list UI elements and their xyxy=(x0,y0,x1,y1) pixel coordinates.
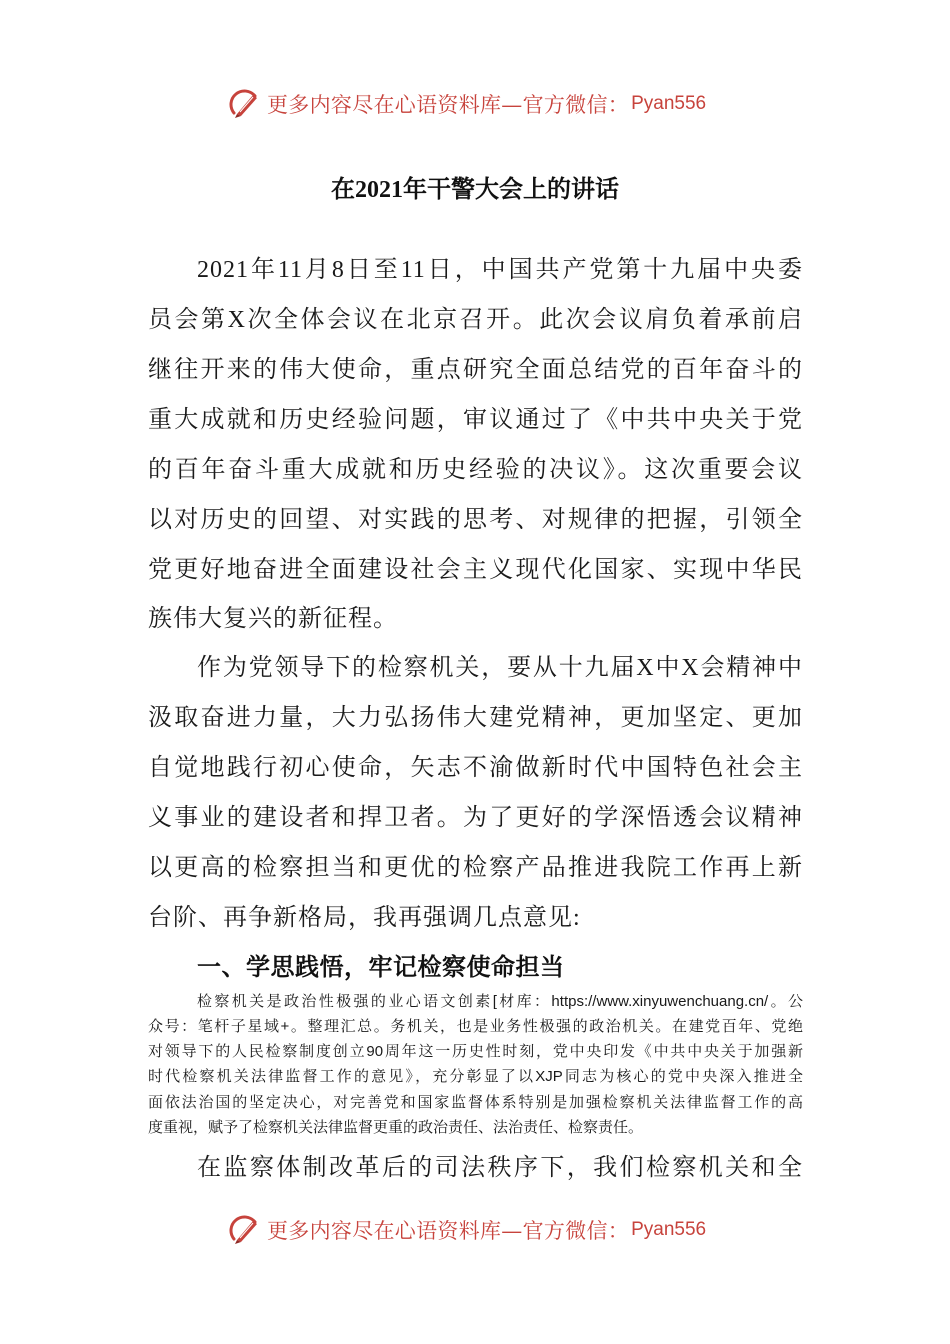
small-paragraph-line: 时代检察机关法律监督工作的意见》，充分彰显了以XJP同志为核心的党中央深入推进全 xyxy=(148,1068,803,1085)
paragraph-line: 员会第X次全体会议在北京召开。此次会议肩负着承前启 xyxy=(148,307,803,333)
paragraph-line: 党更好地奋进全面建设社会主义现代化国家、实现中华民 xyxy=(148,557,803,583)
paragraph-line: 继往开来的伟大使命，重点研究全面总结党的百年奋斗的 xyxy=(148,357,803,383)
document-title: 在2021年干警大会上的讲话 xyxy=(331,177,619,203)
paragraph-line: 汲取奋进力量，大力弘扬伟大建党精神，更加坚定、更加 xyxy=(148,705,803,731)
banner-wechat-id: Pyan556 xyxy=(631,1219,707,1240)
banner-wechat-id: Pyan556 xyxy=(631,93,707,114)
paragraph-line: 族伟大复兴的新征程。 xyxy=(148,606,398,632)
small-paragraph-line: 面依法治国的坚定决心，对完善党和国家监督体系特别是加强检察机关法律监督工作的高 xyxy=(148,1094,803,1111)
section-heading: 一、学思践悟，牢记检察使命担当 xyxy=(197,954,565,981)
paragraph-line: 义事业的建设者和捍卫者。为了更好的学深悟透会议精神 xyxy=(148,805,803,831)
small-paragraph-line: 众号：笔杆子星域+。整理汇总。务机关，也是业务性极强的政治机关。在建党百年、党绝 xyxy=(148,1018,803,1035)
banner-text: 更多内容尽在心语资料库—官方微信： xyxy=(267,93,630,117)
paragraph-line: 台阶、再争新格局，我再强调几点意见: xyxy=(148,905,581,931)
quill-logo-icon xyxy=(228,87,262,121)
paragraph-line: 作为党领导下的检察机关，要从十九届X中X会精神中 xyxy=(197,655,803,681)
paragraph-line: 自觉地践行初心使命，矢志不渝做新时代中国特色社会主 xyxy=(148,755,803,781)
header-banner xyxy=(228,86,706,122)
paragraph-line: 重大成就和历史经验问题，审议通过了《中共中央关于党 xyxy=(148,407,803,433)
paragraph-line: 在监察体制改革后的司法秩序下，我们检察机关和全 xyxy=(197,1155,803,1181)
small-paragraph-line: 检察机关是政治性极强的业心语文创素[材库：https://www.xinyuwenchuang.cn/。公 xyxy=(197,993,803,1010)
paragraph-line: 以更高的检察担当和更优的检察产品推进我院工作再上新 xyxy=(148,855,803,881)
footer-banner xyxy=(228,1212,706,1248)
quill-logo-icon xyxy=(228,1213,262,1247)
small-paragraph-line: 对领导下的人民检察制度创立90周年这一历史性时刻，党中央印发《中共中央关于加强新 xyxy=(148,1043,803,1060)
paragraph-line: 的百年奋斗重大成就和历史经验的决议》。这次重要会议 xyxy=(148,457,803,483)
banner-text: 更多内容尽在心语资料库—官方微信： xyxy=(267,1219,630,1243)
paragraph-line: 2021年11月8日至11日，中国共产党第十九届中央委 xyxy=(197,257,803,283)
small-paragraph-line: 度重视，赋予了检察机关法律监督更重的政治责任、法治责任、检察责任。 xyxy=(148,1119,644,1136)
paragraph-line: 以对历史的回望、对实践的思考、对规律的把握，引领全 xyxy=(148,507,803,533)
